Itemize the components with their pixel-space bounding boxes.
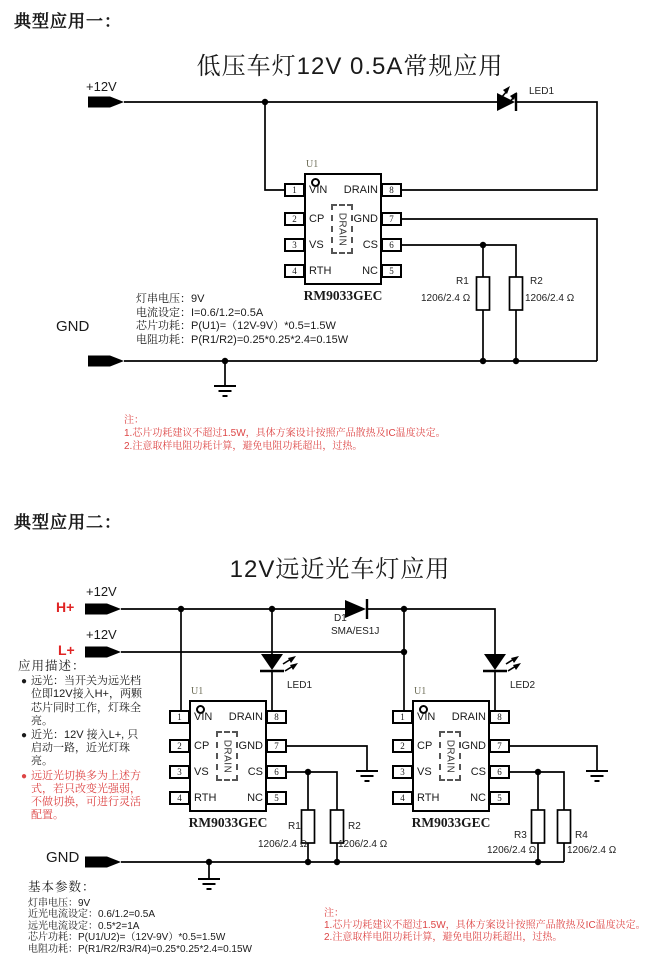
pin-4: 4 [284,264,305,278]
c1-r1-value: 1206/2.4 Ω [421,293,471,304]
section2-title: 12V远近光车灯应用 [229,556,451,583]
c2-r3-body [532,810,545,843]
c2-r1-value: 1206/2.4 Ω [258,839,308,850]
c2-led1-ref: LED1 [287,680,313,691]
bullet-dot: ● [21,676,28,688]
pin-7: 7 [266,739,287,753]
pin-4: 4 [169,791,190,805]
c2-r3-ref: R3 [514,830,527,841]
pin-1: 1 [392,710,413,724]
pin-2: 2 [392,739,413,753]
c2-desc-title: 应用描述： [18,659,86,673]
pin-8: 8 [489,710,510,724]
pin-name-vin: VIN [194,711,213,723]
c2-led1-symbol [260,654,298,671]
c1-param-line: 芯片功耗：P(U1)=（12V-9V）*0.5=1.5W [136,320,336,332]
wire-c1-gnd-rail [124,361,597,386]
ic-ref-designator: U1 [306,159,319,170]
c1-notes-line: 2.注意取样电阻功耗计算，避免电阻功耗超出，过热。 [124,441,363,452]
c2-r4-value: 1206/2.4 Ω [567,845,617,856]
c2-gnd-label: GND [46,849,80,866]
c1-vcc-terminal-arrow [88,97,124,108]
ic-part-number: RM9033GEC [303,288,383,303]
c2-param-line: 芯片功耗：P(U1/U2)=（12V-9V）*0.5=1.5W [28,932,226,944]
pin-6: 6 [489,765,510,779]
c1-ground-symbol [214,386,236,396]
pin-7: 7 [381,212,402,226]
pin-4: 4 [392,791,413,805]
ic-ref-designator: U1 [191,686,204,697]
pin-name-vs: VS [194,766,209,778]
section1-heading: 典型应用一： [14,12,122,31]
pin-name-vs: VS [309,239,324,251]
c1-led1-ref: LED1 [529,86,555,97]
c2-param-line: 远光电流设定：0.5*2=1A [28,920,140,932]
pin-6: 6 [266,765,287,779]
c2-u2-ground-symbol [586,771,608,781]
c1-r2-ref: R2 [530,276,543,287]
pin-name-rth: RTH [309,265,332,277]
c1-notes-title: 注： [124,415,144,426]
pin-name-vin: VIN [309,184,328,196]
pin-1: 1 [284,183,305,197]
c2-r4-ref: R4 [575,830,588,841]
pin-8: 8 [381,183,402,197]
pin-name-drain: DRAIN [228,711,263,723]
c2-hplus-terminal-arrow [85,604,121,615]
c2-notes-line: 1.芯片功耗建议不超过1.5W，具体方案设计按照产品散热及IC温度决定。 [324,920,646,931]
pin-name-drain: DRAIN [451,711,486,723]
c2-params-title: 基本参数： [28,880,96,894]
bullet-dot: ● [21,730,28,742]
c2-desc-item: ● 近光：12V 接入L+, 只启动一路，近光灯珠亮。 [18,729,170,769]
pin-name-rth: RTH [417,792,440,804]
c2-led2-ref: LED2 [510,680,536,691]
wire-c2-u2-gnd [510,746,597,771]
c2-gnd-terminal-arrow [85,857,121,868]
c2-desc-item-highlight: ● 远近光切换多为上述方式，若只改变光强弱，不做切换，可进行灵活配置。 [18,770,170,823]
internal-drain-box: DRAIN [439,731,461,781]
pin-name-cs: CS [247,766,263,778]
pin-name-cs: CS [362,239,378,251]
pin-name-nc: NC [247,792,263,804]
c2-ic-left [177,686,279,830]
c2-l-supply-label: +12V [86,627,117,642]
pin-3: 3 [169,765,190,779]
pin-name-vs: VS [417,766,432,778]
pin-5: 5 [381,264,402,278]
c2-h-supply-label: +12V [86,584,117,599]
ic-part-number: RM9033GEC [188,815,268,830]
c1-r2-body [510,277,523,310]
c2-d1-symbol [345,599,367,619]
pin-8: 8 [266,710,287,724]
bullet-dot: ● [21,770,28,782]
wire-c2-u1-gnd [287,746,367,771]
pin-7: 7 [489,739,510,753]
c2-notes-line: 2.注意取样电阻功耗计算，避免电阻功耗超出，过热。 [324,932,563,943]
c1-led1-symbol [497,86,517,111]
c2-r2-value: 1206/2.4 Ω [338,839,388,850]
c1-ic-u1 [292,159,394,303]
section1-title: 低压车灯12V 0.5A常规应用 [196,53,504,80]
c2-lplus-terminal-arrow [85,647,121,658]
pin-1: 1 [169,710,190,724]
c2-r1-ref: R1 [288,821,301,832]
c1-param-line: 电流设定：I=0.6/1.2=0.5A [136,306,264,319]
c1-gnd-label: GND [56,318,90,335]
pin-name-cp: CP [417,740,433,752]
c1-param-line: 电阻功耗：P(R1/R2)=0.25*0.25*2.4=0.15W [136,333,349,346]
c2-r4-body [558,810,571,843]
ic-part-number: RM9033GEC [411,815,491,830]
pin-name-nc: NC [362,265,378,277]
ic-ref-designator: U1 [414,686,427,697]
c1-parameters [136,293,348,347]
c1-r2-value: 1206/2.4 Ω [525,293,575,304]
c2-param-line: 近光电流设定：0.6/1.2=0.5A [28,909,155,921]
c1-param-line: 灯串电压：9V [136,293,205,305]
pin-2: 2 [169,739,190,753]
c2-led2-symbol [483,654,521,671]
c2-hplus-label: H+ [56,599,75,615]
c2-param-line: 灯串电压：9V [28,897,91,909]
pin-name-rth: RTH [194,792,217,804]
c1-notes [124,414,446,453]
pin-name-cs: CS [470,766,486,778]
internal-drain-box: DRAIN [216,731,238,781]
internal-drain-box: DRAIN [331,204,353,254]
pin-name-gnd: GND [353,213,378,225]
section2-heading: 典型应用二： [14,513,122,532]
c2-r2-ref: R2 [348,821,361,832]
c1-supply-label: +12V [86,79,117,94]
pin-5: 5 [489,791,510,805]
c2-desc-item: ● 远光：当开关为远光档位即12V接入H+，两颗芯片同时工作，灯珠全亮。 [18,675,170,728]
wire-c2-h-rail [121,609,495,710]
c1-notes-line: 1.芯片功耗建议不超过1.5W，具体方案设计按照产品散热及IC温度决定。 [124,428,446,439]
c2-application-description [18,660,170,823]
c2-param-line: 电阻功耗：P(R1/R2/R3/R4)=0.25*0.25*2.4=0.15W [28,943,252,955]
c2-d1-ref: D1 [334,613,347,624]
c2-d1-part: SMA/ES1J [331,626,380,637]
c2-notes [324,908,646,944]
c2-lplus-label: L+ [58,642,75,658]
pin-name-cp: CP [309,213,325,225]
pin-name-drain: DRAIN [343,184,378,196]
c2-basic-parameters [28,882,252,956]
c2-ic-right [400,686,502,830]
pin-name-gnd: GND [461,740,486,752]
c1-r1-ref: R1 [456,276,469,287]
pin-3: 3 [392,765,413,779]
pin-name-nc: NC [470,792,486,804]
pin-name-cp: CP [194,740,210,752]
pin-5: 5 [266,791,287,805]
c2-notes-title: 注： [324,908,344,919]
c2-u1-ground-symbol [356,771,378,781]
pin-3: 3 [284,238,305,252]
c1-gnd-terminal-arrow [88,356,124,367]
wire-c2-gnd-rail [121,862,564,879]
c1-r1-body [477,277,490,310]
pin-6: 6 [381,238,402,252]
pin-name-gnd: GND [238,740,263,752]
pin-2: 2 [284,212,305,226]
c2-r3-value: 1206/2.4 Ω [487,845,537,856]
wire-c1-gnd-pin7 [402,219,597,361]
pin-name-vin: VIN [417,711,436,723]
